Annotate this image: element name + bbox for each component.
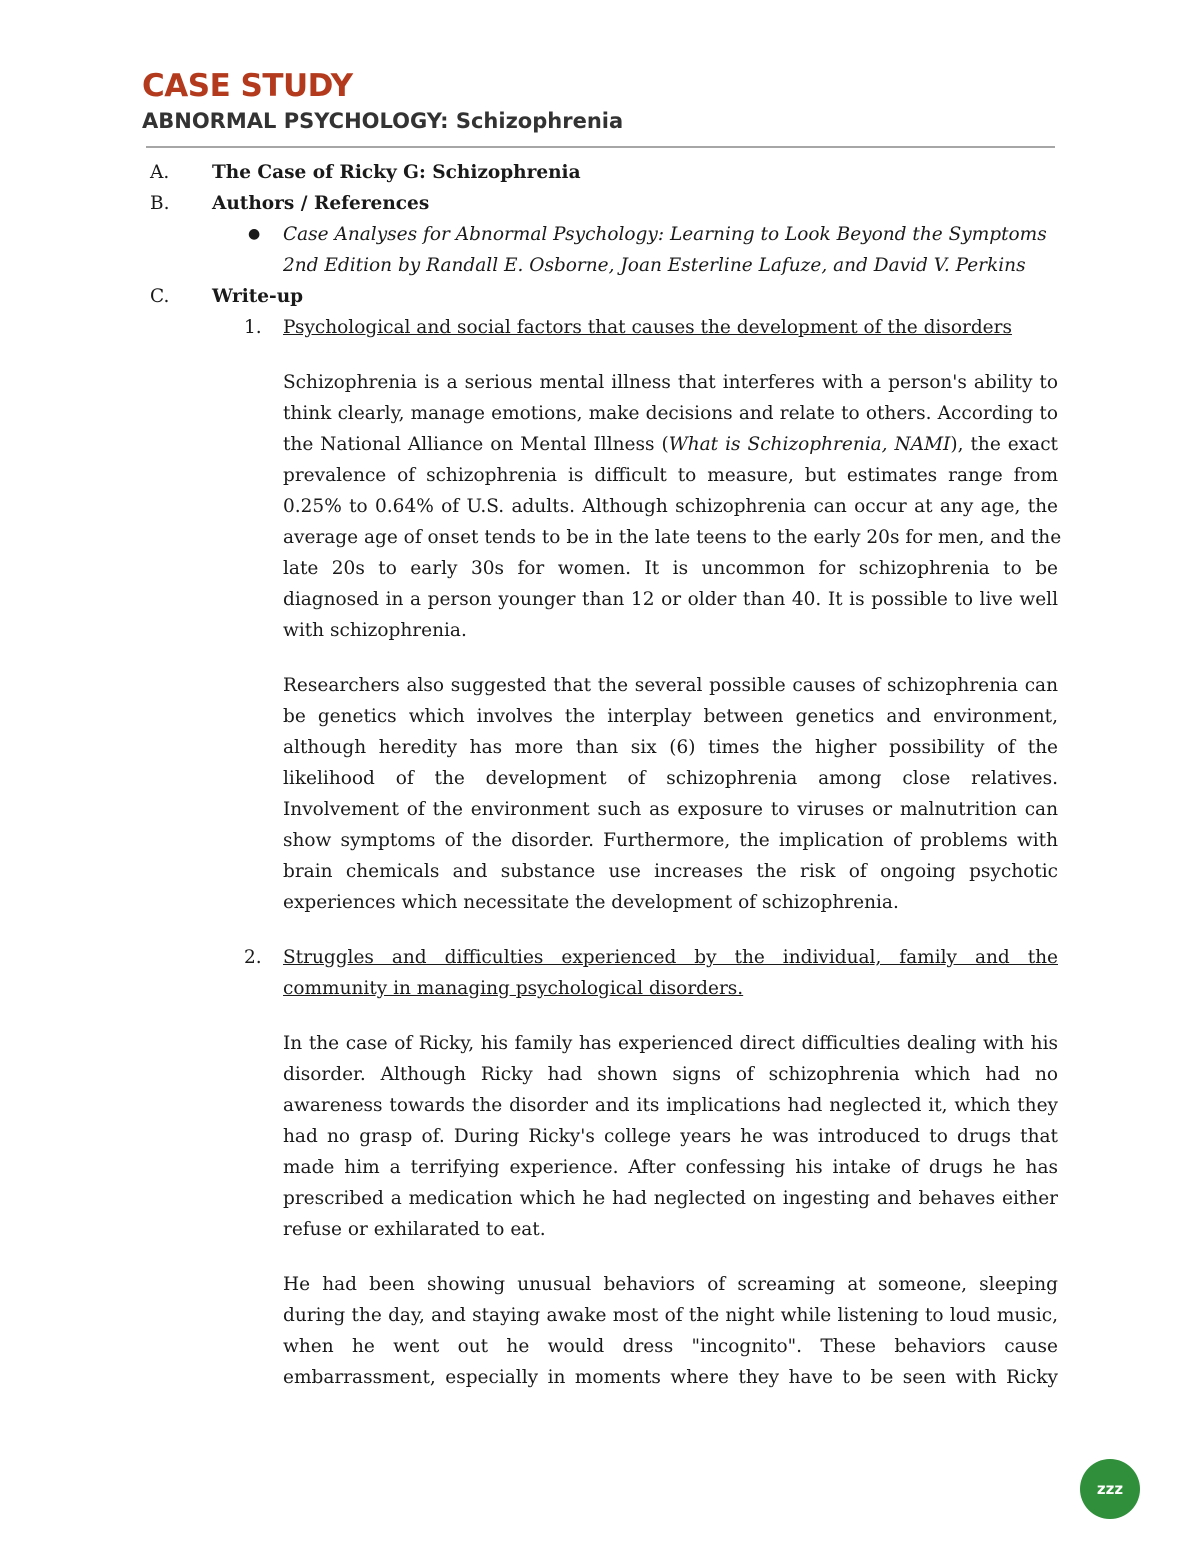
section-number: 2. [244, 947, 262, 968]
paragraph-line: disorder. Although Ricky had shown signs of schizophrenia which had no [283, 1064, 1058, 1085]
reference-item [0, 219, 1200, 250]
paragraph-line: prevalence of schizophrenia is difficult to measure, but estimates range from [283, 465, 1058, 486]
citation-pre: the National Alliance on Mental Illness ( [283, 434, 669, 455]
zzz-badge-icon: zzz [1080, 1459, 1140, 1519]
section-title: Psychological and social factors that causes the development of the disorders [283, 317, 1012, 338]
paragraph-line: late 20s to early 30s for women. It is uncommon for schizophrenia to be [283, 558, 1058, 579]
paragraph-line: In the case of Ricky, his family has experienced direct difficulties dealing with his [283, 1033, 1058, 1054]
outline-marker: C. [150, 286, 170, 307]
writeup-heading: Write-up [212, 286, 304, 307]
outline-marker: B. [150, 193, 170, 214]
page-title: CASE STUDY [142, 68, 353, 104]
paragraph-line: with schizophrenia. [283, 620, 467, 641]
section-1-heading [0, 312, 1200, 343]
bullet-icon: ● [248, 226, 261, 242]
paragraph-line: be genetics which involves the interplay between genetics and environment, [283, 706, 1058, 727]
paragraph-line: show symptoms of the disorder. Furthermore, the implication of problems with [283, 830, 1058, 851]
paragraph-line: He had been showing unusual behaviors of screaming at someone, sleeping [283, 1274, 1058, 1295]
paragraph-line: diagnosed in a person younger than 12 or older than 40. It is possible to live well [283, 589, 1058, 610]
section-2-heading-continued [0, 973, 1200, 1004]
paragraph-line: prescribed a medication which he had neglected on ingesting and behaves either [283, 1188, 1058, 1209]
page-subtitle: ABNORMAL PSYCHOLOGY: Schizophrenia [142, 109, 624, 133]
section-2-heading [0, 942, 1200, 973]
paragraph-line: embarrassment, especially in moments where they have to be seen with Ricky [283, 1367, 1058, 1388]
paragraph-line: when he went out he would dress "incognito". These behaviors cause [283, 1336, 1058, 1357]
section-2-paragraph-2 [283, 1269, 1058, 1393]
paragraph-line: think clearly, manage emotions, make decisions and relate to others. According to [283, 403, 1058, 424]
paragraph-line: likelihood of the development of schizophrenia among close relatives. [283, 768, 1058, 789]
paragraph-line: average age of onset tends to be in the late teens to the early 20s for men, and the [283, 527, 1062, 548]
header-divider [146, 146, 1055, 148]
paragraph-line: experiences which necessitate the development of schizophrenia. [283, 892, 899, 913]
case-title: The Case of Ricky G: Schizophrenia [212, 162, 581, 183]
outline-item-a [0, 157, 1200, 188]
section-2-paragraph-1 [283, 1028, 1058, 1245]
paragraph-line: Schizophrenia is a serious mental illness that interferes with a person's ability to [283, 372, 1058, 393]
section-title: Struggles and difficulties experienced by the individual, family and the [283, 947, 1058, 968]
reference-item-continued [0, 250, 1200, 281]
page-header [142, 66, 1058, 136]
paragraph-line: during the day, and staying awake most of the night while listening to loud music, [283, 1305, 1058, 1326]
section-1-paragraph-1 [283, 367, 1062, 646]
section-number: 1. [244, 317, 262, 338]
paragraph-line: made him a terrifying experience. After confessing his intake of drugs he has [283, 1157, 1058, 1178]
paragraph-line: Involvement of the environment such as exposure to viruses or malnutrition can [283, 799, 1058, 820]
paragraph-line: refuse or exhilarated to eat. [283, 1219, 546, 1240]
paragraph-line: brain chemicals and substance use increases the risk of ongoing psychotic [283, 861, 1058, 882]
paragraph-line: 0.25% to 0.64% of U.S. adults. Although schizophrenia can occur at any age, the [283, 496, 1058, 517]
paragraph-line: Researchers also suggested that the several possible causes of schizophrenia can [283, 675, 1058, 696]
paragraph-line [283, 429, 1058, 460]
section-title: community in managing psychological disorders. [283, 978, 744, 999]
document-body [0, 157, 1200, 1393]
reference-line: Case Analyses for Abnormal Psychology: Learning to Look Beyond the Symptoms [283, 224, 1047, 245]
authors-heading: Authors / References [212, 193, 430, 214]
section-1-paragraph-2 [283, 670, 1058, 918]
paragraph-line: awareness towards the disorder and its implications had neglected it, which they [283, 1095, 1058, 1116]
citation-post: ), the exact [950, 434, 1058, 455]
outline-item-c [0, 281, 1200, 312]
outline-item-b [0, 188, 1200, 219]
paragraph-line: had no grasp of. During Ricky's college years he was introduced to drugs that [283, 1126, 1058, 1147]
outline-marker: A. [150, 162, 170, 183]
citation-title: What is Schizophrenia, NAMI [668, 434, 951, 455]
reference-line: 2nd Edition by Randall E. Osborne, Joan Esterline Lafuze, and David V. Perkins [283, 255, 1026, 276]
paragraph-line: although heredity has more than six (6) times the higher possibility of the [283, 737, 1058, 758]
